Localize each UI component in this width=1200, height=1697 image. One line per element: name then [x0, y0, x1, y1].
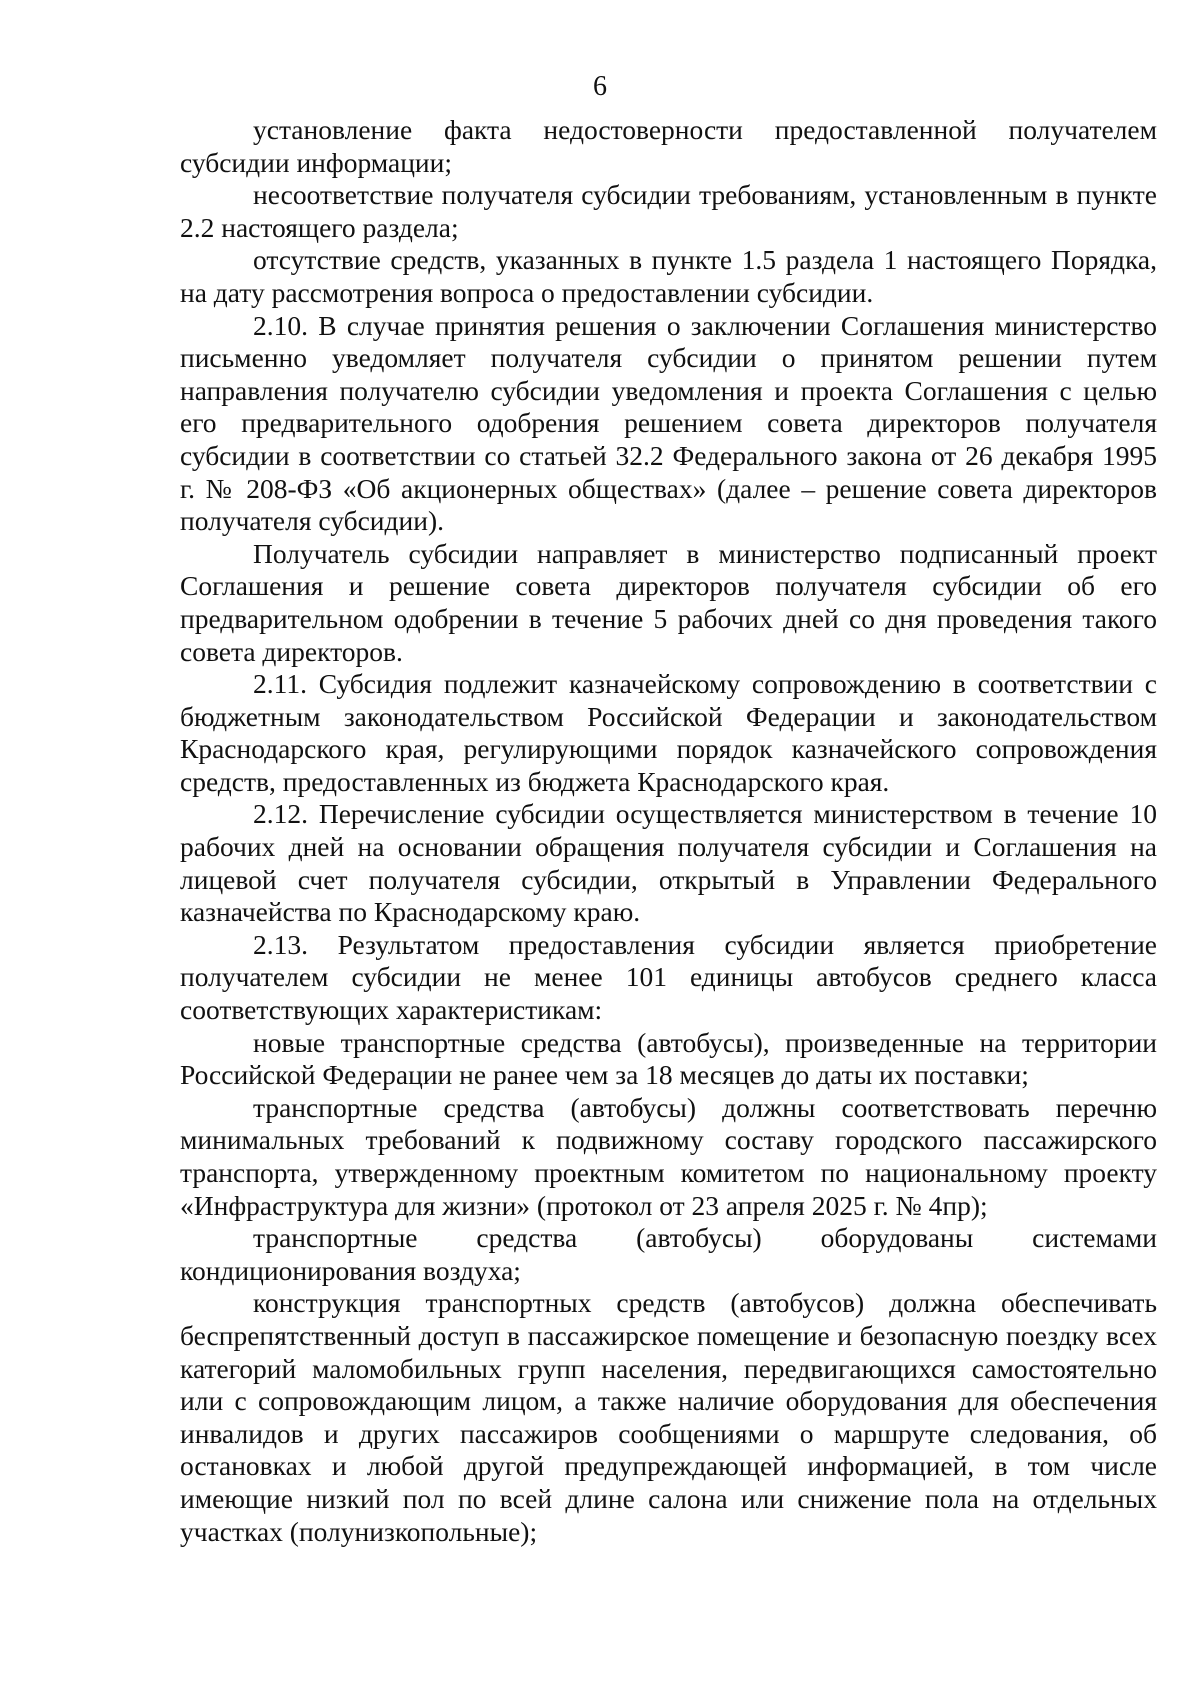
paragraph-clause-2-11: 2.11. Субсидия подлежит казначейскому сопровождению в соответствии с бюджетным законодательством Российской Федерации и законодательством Краснодарского края, регулирующими порядок казначейского сопровождения средств, предоставленных из бюджета Краснодарского края. — [180, 668, 1157, 797]
paragraph-requirement-accessibility: конструкция транспортных средств (автобусов) должна обеспечивать беспрепятственный доступ в пассажирское помещение и безопасную поездку всех категорий маломобильных групп населения, передвигающихся самостоятельно или с сопровождающим лицом, а также наличие оборудования для обеспечения инвалидов и других пассажиров сообщениями о маршруте следования, об остановках и любой другой предупреждающей информацией, в том числе имеющие низкий пол по всей длине салона или снижение пола на отдельных участках (полунизкопольные); — [180, 1287, 1157, 1547]
document-body — [180, 114, 1157, 1548]
paragraph-recipient-submission: Получатель субсидии направляет в министерство подписанный проект Соглашения и решение совета директоров получателя субсидии об его предварительном одобрении в течение 5 рабочих дней со дня проведения такого совета директоров. — [180, 537, 1157, 667]
paragraph-requirement-air-conditioning: транспортные средства (автобусы) оборудованы системами кондиционирования воздуха; — [180, 1222, 1157, 1286]
paragraph-condition-noncompliance: несоответствие получателя субсидии требованиям, установленным в пункте 2.2 настоящего раздела; — [180, 179, 1157, 243]
page-number: 6 — [593, 71, 607, 102]
paragraph-clause-2-10: 2.10. В случае принятия решения о заключении Соглашения министерство письменно уведомляет получателя субсидии о принятом решении путем направления получателю субсидии уведомления и проекта Соглашения с целью его предварительного одобрения решением совета директоров получателя субсидии в соответствии со статьей 32.2 Федерального закона от 26 декабря 1995 г. № 208-ФЗ «Об акционерных обществах» (далее – решение совета директоров получателя субсидии). — [180, 309, 1157, 537]
paragraph-condition-unreliable-info: установление факта недостоверности предоставленной получателем субсидии информации; — [180, 114, 1157, 178]
paragraph-clause-2-13: 2.13. Результатом предоставления субсидии является приобретение получателем субсидии не менее 101 единицы автобусов среднего класса соответствующих характеристикам: — [180, 928, 1157, 1026]
paragraph-requirement-new-vehicles: новые транспортные средства (автобусы), произведенные на территории Российской Федерации не ранее чем за 18 месяцев до даты их поставки; — [180, 1026, 1157, 1091]
paragraph-clause-2-12: 2.12. Перечисление субсидии осуществляется министерством в течение 10 рабочих дней на основании обращения получателя субсидии и Соглашения на лицевой счет получателя субсидии, открытый в Управлении Федерального казначейства по Краснодарскому краю. — [180, 798, 1157, 928]
paragraph-requirement-minimum-list: транспортные средства (автобусы) должны соответствовать перечню минимальных требований к подвижному составу городского пассажирского транспорта, утвержденному проектным комитетом по национальному проекту «Инфраструктура для жизни» (протокол от 23 апреля 2025 г. № 4пр); — [180, 1091, 1157, 1221]
paragraph-condition-no-funds: отсутствие средств, указанных в пункте 1.5 раздела 1 настоящего Порядка, на дату рассмотрения вопроса о предоставлении субсидии. — [180, 244, 1157, 308]
